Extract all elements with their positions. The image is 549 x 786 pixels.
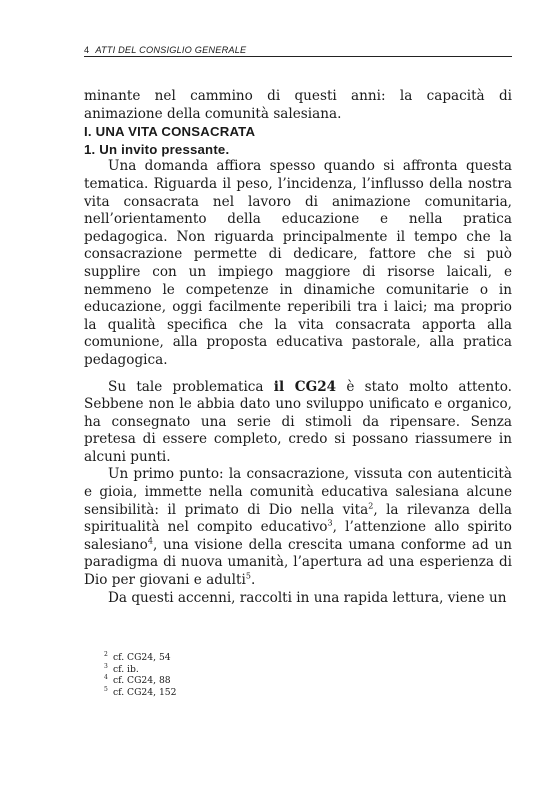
body-text	[84, 88, 512, 607]
running-header	[84, 45, 512, 57]
paragraph-2-text-a: Su tale problematica	[108, 378, 274, 395]
footnote-ref-2[interactable]: 2	[368, 501, 374, 511]
paragraph-2-text-b: è stato molto attento. Sebbene non le abbia dato uno sviluppo unificato e organico, ha consegnato una serie di stimoli da ripensare. Senza pretesa di essere completo, credo si possano riassumere in alcuni punti.	[84, 378, 512, 465]
intro-paragraph: minante nel cammino di questi anni: la capacità di animazione della comunità salesiana.	[84, 88, 512, 122]
paragraph-1: Una domanda affiora spesso quando si affronta questa tematica. Riguarda il peso, l’incidenza, l’influsso della nostra vita consacrata nel lavoro di animazione comunitaria, nell’orientamento della educazione e nella pratica pedagogica. Non riguarda principalmente il tempo che la consacrazione permette di dedicare, fattore che si può supplire con un impiego maggiore di risorse laicali, e nemmeno le competenze in dinamiche comunitarie o in educazione, oggi facilmente reperibili tra i laici; ma proprio la qualità specifica che la vita consacrata apporta alla comunione, alla proposta educativa pastorale, alla pratica pedagogica.	[84, 158, 512, 368]
paragraph-3-text-2: , la rilevanza della spiritualità nel compito educativo	[84, 501, 513, 536]
running-title: ATTI DEL CONSIGLIO GENERALE	[95, 45, 247, 55]
footnote-text: cf. ib.	[113, 663, 139, 675]
paragraph-3-text-5: .	[250, 572, 256, 589]
footnote-ref-5[interactable]: 5	[245, 571, 251, 581]
footnote: 4 cf. CG24, 88	[104, 674, 171, 687]
paragraph-3	[84, 466, 512, 589]
footnote-ref-3[interactable]: 3	[327, 518, 333, 528]
footnote-text: cf. CG24, 152	[113, 686, 177, 698]
paragraph-3-text-4: , una visione della crescita umana conforme ad un paradigma di nuova umanità, l’apertura ad una esperienza di Dio per giovani e adulti	[84, 536, 512, 589]
footnote-text: cf. CG24, 54	[113, 652, 171, 663]
paragraph-3-text-1: Un primo punto: la consacrazione, vissuta con autenticità e gioia, immette nella comunità educativa salesiana alcune sensibilità: il primato di Dio nella vita	[84, 466, 512, 518]
footnote: 2 cf. CG24, 54	[104, 650, 171, 663]
footnote: 5 cf. CG24, 152	[104, 685, 177, 698]
section-heading: I. UNA VITA CONSACRATA	[84, 124, 256, 140]
cg24-emphasis: il CG24	[273, 378, 337, 395]
paragraph-4: Da questi accenni, raccolti in una rapida lettura, viene un	[108, 589, 507, 606]
paragraph-2	[84, 379, 512, 467]
paragraph-3-text-3: , l’attenzione allo spirito salesiano	[84, 519, 512, 553]
footnotes	[104, 652, 177, 698]
footnote-text: cf. CG24, 88	[113, 675, 171, 687]
footnote-ref-4[interactable]: 4	[147, 536, 153, 546]
page-number: 4	[84, 45, 90, 55]
subheading: 1. Un invito pressante.	[84, 141, 230, 157]
footnote: 3 cf. ib.	[104, 662, 139, 675]
